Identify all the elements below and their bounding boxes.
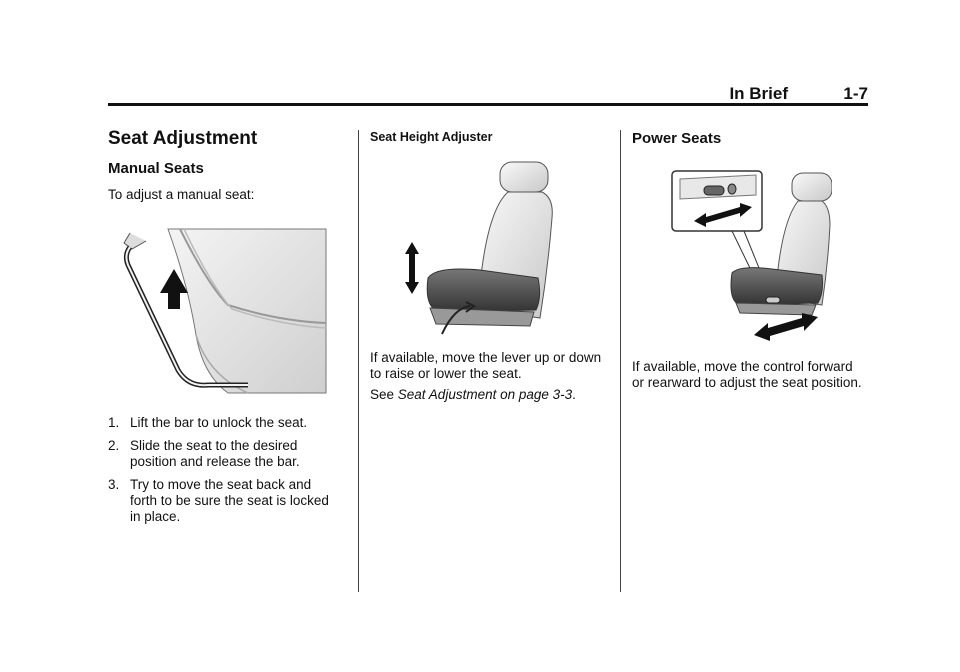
page-header [108,84,868,104]
list-item: 3. Try to move the seat back and forth to be sure the seat is locked in place. [108,477,329,524]
up-down-arrow-icon [405,242,419,294]
intro-text: To adjust a manual seat: [108,187,255,202]
page-number: 1-7 [843,84,868,103]
manual-seat-bar-illustration [108,225,330,397]
steps-list [108,415,338,525]
column-divider [358,130,359,592]
seat-height-illustration [370,158,590,340]
label-seat-height-adjuster: Seat Height Adjuster [370,130,493,144]
column-manual-seats [108,118,338,532]
column-power-seats [632,118,868,391]
see-reference: See Seat Adjustment on page 3-3. [370,387,576,402]
heading-seat-adjustment: Seat Adjustment [108,128,258,149]
section-title: In Brief [729,84,788,103]
column-seat-height [370,118,605,403]
reference-link[interactable]: Seat Adjustment on page 3-3 [397,387,573,402]
list-item: 1. Lift the bar to unlock the seat. [108,415,308,430]
double-arrow-icon [754,313,818,341]
power-seats-text: If available, move the control forward or rearward to adjust the seat position. [632,359,862,390]
heading-power-seats: Power Seats [632,130,722,147]
power-seat-illustration [632,169,832,345]
column-divider [620,130,621,592]
seat-height-text: If available, move the lever up or down to raise or lower the seat. [370,350,602,381]
list-item: 2. Slide the seat to the desired position and release the bar. [108,438,300,469]
heading-manual-seats: Manual Seats [108,160,204,177]
header-rule [108,103,868,106]
